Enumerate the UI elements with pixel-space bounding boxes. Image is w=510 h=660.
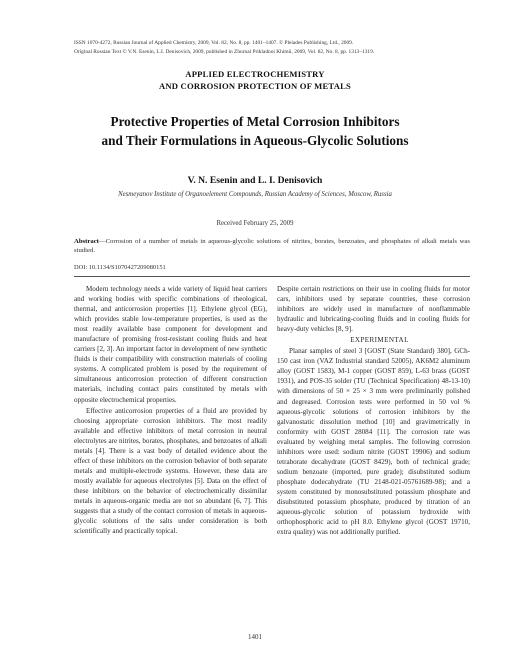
authors: V. N. Esenin and L. I. Denisovich: [187, 175, 323, 186]
article-title-line1: Protective Properties of Metal Corrosion Inhibitors: [110, 114, 400, 129]
doi: DOI: 10.1134/S1070427209080151: [74, 264, 166, 271]
article-title-line2: and Their Formulations in Aqueous-Glycolic Solutions: [101, 133, 409, 148]
paragraph: Modern technology needs a wide variety of liquid heat carriers and working bodies with specific combinations of rheological, thermal, and anticorrosion properties [1]. Ethylene glycol (EG), which provides stable low-temperature properties, is used as the most readily available base component for development and manufacture of promising frost-resistant cooling fluids and heat carriers [2, 3]. An important factor in development of new synthetic fluids is their compatibility with construction materials of cooling systems. A complicated problem is posed by the requirement of simultaneous anticorrosion protection of different construction materials, including contact pairs constituted by metals with opposite electrochemical properties.: [74, 285, 267, 404]
abstract-text: —Corrosion of a number of metals in aqueous-glycolic solutions of nitrites, borates, benzoates, and phosphates of alkali metals was studied.: [74, 238, 470, 255]
left-column: [74, 284, 267, 536]
right-column: [277, 284, 470, 537]
divider-rule: [74, 276, 470, 277]
affiliation: Nesmeyanov Institute of Organoelement Compounds, Russian Academy of Sciences, Moscow, Russia: [118, 191, 392, 198]
section-heading-line1: APPLIED ELECTROCHEMISTRY: [185, 69, 325, 79]
abstract-label: Abstract: [74, 238, 99, 245]
journal-citation-line: ISSN 1070-4272, Russian Journal of Applied Chemistry, 2009, Vol. 82, No. 8, pp. 1401–1407. © Pleiades Publishing, Ltd., 2009.: [74, 40, 354, 46]
abstract: [74, 237, 470, 255]
original-text-line: Original Russian Text © V.N. Esenin, L.I. Denisovich, 2009, published in Zhurnal Prikladnoi Khimii, 2009, Vol. 82, No. 8, pp. 1313–1319.: [74, 48, 375, 55]
section-heading-line2: AND CORROSION PROTECTION OF METALS: [158, 81, 352, 91]
paragraph: Planar samples of steel 3 [GOST (State Standard) 380], GCh-150 cast iron (VAZ Industrial standard 52005), AK6M2 aluminum alloy (GOST 1583), M-1 copper (GOST 859), L-63 brass (GOST 1931), and POS-35 solder (TU (Technical Specification) 48-13-10) with dimensions of 50 × 25 × 3 mm were preliminarily polished and degreased. Corrosion tests were performed in 50 vol % aqueous-glycolic solutions of corrosion inhibitors by the galvanostatic dissolution method [10] and gravimetrically in conformity with GOST 28084 [11]. The corrosion rate was evaluated by weighing metal samples. The following corrosion inhibitors were used: sodium nitrite (GOST 19906) and sodium tetraborate decahydrate (GOST 8429), both of technical grade; sodium benzoate (imported, pure grade); disubstituted sodium phosphate dodecahydrate (TU 2148-021-05761689-98); and a system constituted by monosubstituted potassium phosphate and disubstituted potassium phosphate, produced by titration of an aqueous-glycolic solution of potassium hydroxide with orthophosphoric acid to pH 8.0. Ethylene glycol (GOST 19710, extra quality) was not additionally purified.: [277, 347, 470, 537]
experimental-heading: EXPERIMENTAL: [350, 336, 409, 345]
page-number: 1401: [248, 633, 262, 641]
paragraph: Despite certain restrictions on their use in cooling fluids for motor cars, inhibitors used by separate countries, these corrosion inhibitors are widely used in manufacture of nonflammable hydraulic and lubricating-cooling fluids and in cooling fluids for heavy-duty vehicles [8, 9].: [277, 285, 470, 334]
received-date: Received February 25, 2009: [216, 220, 294, 227]
paragraph: Effective anticorrosion properties of a fluid are provided by choosing appropriate corrosion inhibitors. The most readily available and effective inhibitors of metal corrosion in neutral electrolytes are nitrites, borates, phosphates, and benzoates of alkali metals [4]. There is a vast body of detailed evidence about the effect of these inhibitors on the corrosion behavior of both separate metals and multiple-electrode systems. However, these data are mostly available for aqueous electrolytes [5]. Data on the effect of these inhibitors on the behavior of electrochemically dissimilar metals in aqueous-organic media are not so abundant [6, 7]. This suggests that a study of the contact corrosion of metals in aqueous-glycolic solutions of the salts under consideration is both scientifically and practically topical.: [74, 406, 267, 536]
journal-header: [74, 39, 474, 56]
